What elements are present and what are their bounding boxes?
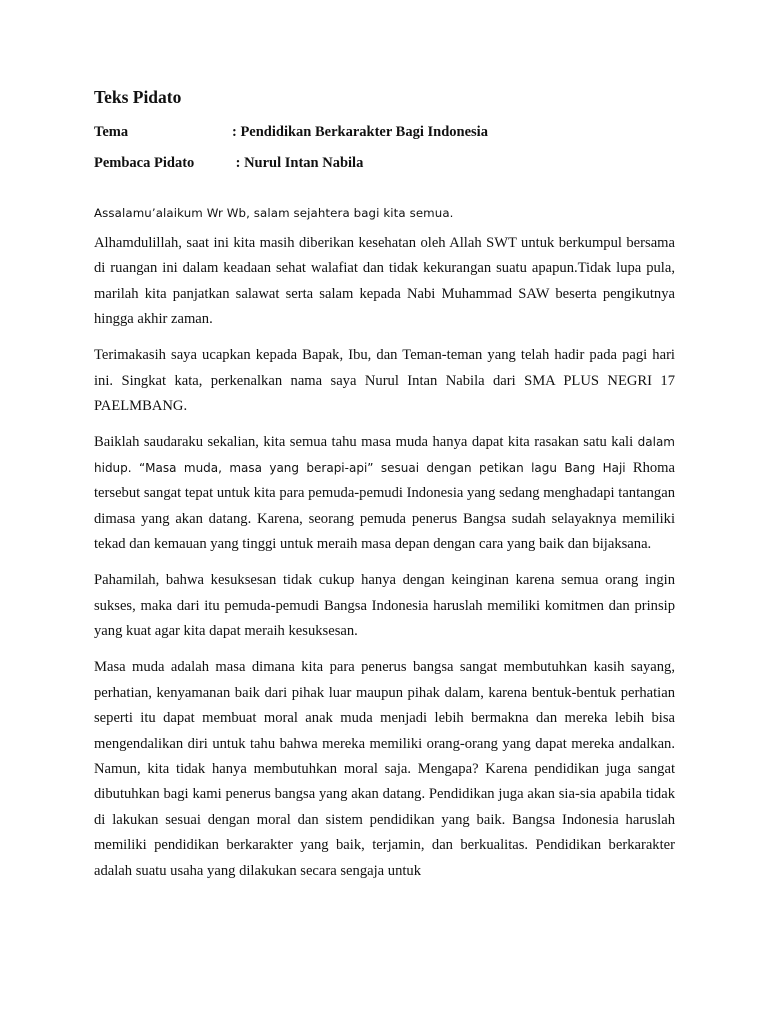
meta-value-tema: : Pendidikan Berkarakter Bagi Indonesia [232, 124, 488, 140]
document-body [94, 86, 675, 895]
meta-row-pembaca [94, 154, 675, 172]
paragraph-3-start: Baiklah saudaraku sekalian, kita semua tahu masa muda hanya dapat kita rasakan satu kali [94, 434, 638, 451]
paragraph-3 [94, 430, 675, 557]
paragraph-3-quote: dalam hidup. “Masa muda, masa yang berapi-api” sesuai dengan petikan lagu Bang Haji [94, 435, 675, 475]
paragraph-4: Pahamilah, bahwa kesuksesan tidak cukup hanya dengan keinginan karena semua orang ingin sukses, maka dari itu pemuda-pemudi Bangsa Indonesia haruslah memiliki komitmen dan prinsip yang kuat agar kita dapat meraih kesuksesan. [94, 572, 675, 640]
meta-value-pembaca: : Nurul Intan Nabila [232, 155, 364, 171]
paragraph-1: Alhamdulillah, saat ini kita masih diberikan kesehatan oleh Allah SWT untuk berkumpul bersama di ruangan ini dalam keadaan sehat walafiat dan tidak kekurangan suatu apapun.Tidak lupa pula, marilah kita panjatkan salawat serta salam kepada Nabi Muhammad SAW beserta pengikutnya hingga akhir zaman. [94, 235, 675, 328]
paragraph-5: Masa muda adalah masa dimana kita para penerus bangsa sangat membutuhkan kasih sayang, perhatian, kenyamanan baik dari pihak luar maupun pihak dalam, karena bentuk-bentuk perhatian seperti itu dapat membuat moral anak muda menjadi lebih bermakna dan mereka lebih bisa mengendalikan diri untuk tahu bahwa mereka memiliki orang-orang yang dapat mereka andalkan. Namun, kita tidak hanya membutuhkan moral saja. Mengapa? Karena pendidikan juga sangat dibutuhkan bagi kami penerus bangsa yang akan datang. Pendidikan juga akan sia-sia apabila tidak di lakukan sesuai dengan moral dan sistem pendidikan yang baik. Bangsa Indonesia haruslah memiliki pendidikan berkarakter yang baik, terjamin, dan berkualitas. Pendidikan berkarakter adalah suatu usaha yang dilakukan secara sengaja untuk [94, 659, 675, 879]
meta-row-tema [94, 123, 675, 141]
paragraph-3-end: Rhoma tersebut sangat tepat untuk kita para pemuda-pemudi Indonesia yang sedang menghadapi tantangan dimasa yang akan datang. Karena, seorang pemuda penerus Bangsa sudah selayaknya memiliki tekad dan kemauan yang tinggi untuk meraih masa depan dengan cara yang baik dan bijaksana. [94, 459, 675, 553]
greeting-line: Assalamu’alaikum Wr Wb, salam sejahtera bagi kita semua. [94, 206, 454, 220]
meta-label-tema: Tema [94, 124, 129, 140]
meta-label-pembaca: Pembaca Pidato [94, 155, 195, 171]
document-title: Teks Pidato [94, 87, 182, 107]
paragraph-2: Terimakasih saya ucapkan kepada Bapak, Ibu, dan Teman-teman yang telah hadir pada pagi hari ini. Singkat kata, perkenalkan nama saya Nurul Intan Nabila dari SMA PLUS NEGRI 17 PAELMBANG. [94, 347, 675, 415]
